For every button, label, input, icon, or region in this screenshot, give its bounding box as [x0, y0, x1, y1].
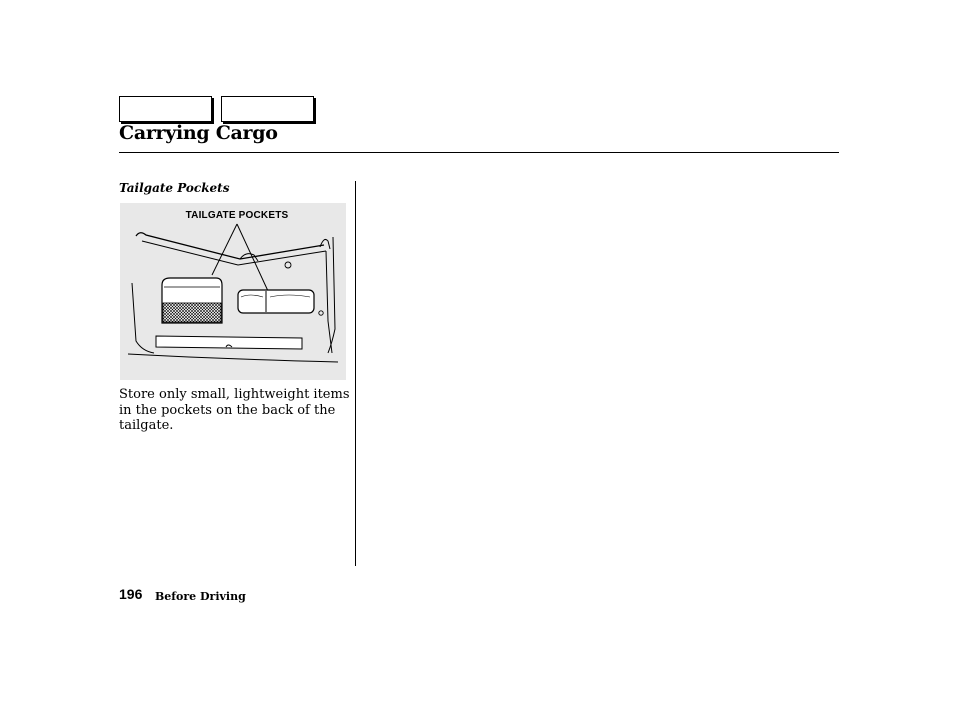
- section-name: Before Driving: [155, 590, 246, 603]
- page-number: 196: [119, 586, 143, 602]
- page-title: Carrying Cargo: [119, 122, 278, 144]
- title-divider: [119, 152, 839, 153]
- column-divider: [355, 181, 356, 566]
- tailgate-illustration: [120, 203, 346, 380]
- callout-label: TAILGATE POCKETS: [185, 210, 289, 221]
- figure-caption: Tailgate Pockets: [119, 181, 230, 195]
- tailgate-drawing: [120, 203, 346, 380]
- body-paragraph: Store only small, lightweight items in the pockets on the back of the tailgate.: [119, 387, 350, 433]
- nav-tab-box-right[interactable]: [221, 96, 314, 122]
- nav-tab-box-left[interactable]: [119, 96, 212, 122]
